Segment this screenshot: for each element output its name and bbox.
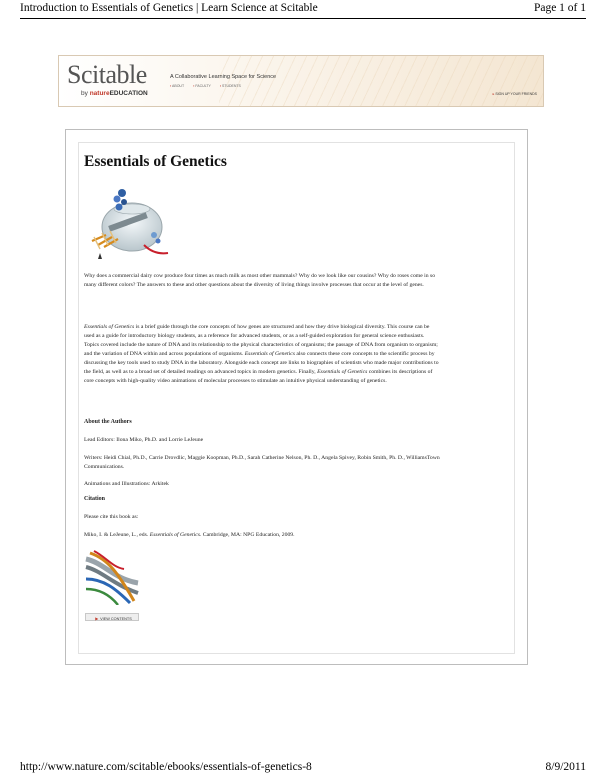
citation-pre: Miko, I. & LeJeune, L., eds. bbox=[84, 532, 150, 538]
description-text-1: is a brief guide through the core concepts of how genes are structured and how they drive biological diversity. This course can be used as a guide for introductory biology students, as a reference for advanced students, or as a self-guided exploration for general science enthusiasts. Topics covered include the nature of DNA and its relationship to the physical characteristics of organisms; the passage of DNA from organism to organism; and the variation of DNA within and across populations of organisms. bbox=[84, 324, 438, 357]
book-title-emphasis: Essentials of Genetics bbox=[84, 324, 135, 330]
logo-edu-text: EDUCATION bbox=[109, 90, 148, 97]
citation-intro: Please cite this book as: bbox=[84, 514, 139, 520]
scitable-banner bbox=[58, 55, 544, 107]
nav-students-link[interactable]: ▪ STUDENTS bbox=[220, 84, 241, 88]
description-text-3: combines its descriptions of core concepts with high-quality video animations of molecular processes to stimulate an intuitive physical understanding of genetics. bbox=[84, 369, 433, 384]
dna-strands-thumbnail[interactable] bbox=[84, 549, 140, 605]
about-authors-heading: About the Authors bbox=[84, 419, 132, 425]
logo-by-text: by bbox=[81, 90, 88, 97]
print-header-page: Page 1 of 1 bbox=[533, 2, 586, 14]
banner-tagline: A Collaborative Learning Space for Science bbox=[170, 74, 277, 80]
arrow-right-icon: ▶ bbox=[95, 617, 99, 621]
book-title-emphasis: Essentials of Genetics bbox=[317, 369, 368, 375]
description-paragraph bbox=[84, 323, 440, 386]
citation-title: Essentials of Genetics bbox=[149, 532, 200, 538]
print-footer-date: 8/9/2011 bbox=[545, 761, 586, 773]
book-title-emphasis: Essentials of Genetics bbox=[244, 351, 295, 357]
citation-reference bbox=[84, 531, 440, 540]
print-footer-url: http://www.nature.com/scitable/ebooks/essentials-of-genetics-8 bbox=[20, 761, 312, 773]
banner-nav bbox=[170, 84, 241, 88]
print-header-title: Introduction to Essentials of Genetics | Learn Science at Scitable bbox=[20, 2, 318, 14]
signup-friends-link[interactable]: ▸ SIGN UP YOUR FRIENDS bbox=[493, 92, 537, 96]
citation-heading: Citation bbox=[84, 496, 105, 502]
description-text-2: also connects these core concepts to the scientific process by discussing the key tools used to study DNA in the laboratory. Alongside each concept are links to biographies of scientists who made major contributions to the field, as well as to a broad set of detailed readings on advanced topics in modern genetics. Finally, bbox=[84, 351, 439, 375]
dna-machine-illustration bbox=[84, 183, 172, 269]
scitable-logo[interactable]: Scitable bbox=[67, 60, 147, 89]
page-title: Essentials of Genetics bbox=[84, 153, 227, 170]
print-header-rule bbox=[20, 18, 586, 19]
print-header bbox=[0, 0, 600, 20]
writers-list: Writers: Heidi Chial, Ph.D., Carrie Drovdlic, Maggie Koopman, Ph.D., Sarah Catherine Nelson, Ph. D., Angela Spivey, Robin Smith, Ph. D., WilliamsTown Communications. bbox=[84, 455, 440, 470]
lead-editors: Lead Editors: Ilona Miko, Ph.D. and Lorrie LeJeune bbox=[84, 437, 204, 443]
nav-faculty-link[interactable]: ▪ FACULTY bbox=[193, 84, 211, 88]
view-contents-button[interactable] bbox=[85, 613, 139, 621]
view-contents-label: VIEW CONTENTS bbox=[100, 617, 132, 621]
citation-post: . Cambridge, MA: NPG Education, 2009. bbox=[199, 532, 295, 538]
banner-pattern bbox=[219, 56, 543, 106]
print-footer bbox=[0, 759, 600, 776]
animations-credit: Animations and Illustrations: Arkitek bbox=[84, 481, 169, 487]
logo-brand-text: nature bbox=[89, 90, 110, 97]
intro-paragraph: Why does a commercial dairy cow produce four times as much milk as most other mammals? Why do we look like our cousins? Why do roses come in so many different colors? The answers to these and other questions about the diversity of living things involve processes that occur at the level of genes. bbox=[84, 273, 436, 288]
nature-education-logo bbox=[81, 90, 148, 97]
nav-about-link[interactable]: ▪ ABOUT bbox=[170, 84, 184, 88]
